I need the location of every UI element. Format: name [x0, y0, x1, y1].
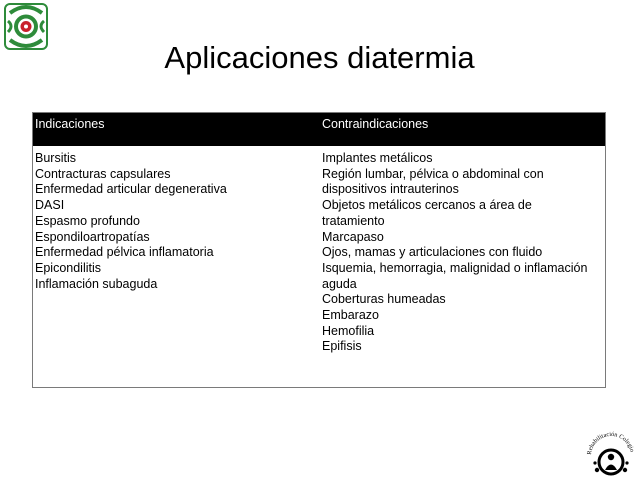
list-item: Epicondilitis — [35, 260, 102, 275]
list-item: Bursitis — [35, 151, 76, 165]
list-item: Contracturas capsulares — [35, 166, 171, 181]
list-item: tratamiento — [322, 213, 385, 228]
list-item: Enfermedad articular degenerativa — [35, 182, 227, 197]
list-item: DASI — [35, 198, 65, 213]
list-item: Ojos, mamas y articulaciones con fluido — [322, 245, 543, 260]
list-item: Implantes metálicos — [322, 151, 433, 165]
table-header — [33, 113, 605, 146]
list-item: dispositivos intrauterinos — [322, 182, 459, 197]
column-header-indicaciones: Indicaciones — [35, 117, 105, 131]
applications-table — [32, 112, 606, 388]
list-item: Epifisis — [322, 339, 362, 354]
rehabilitation-logo — [585, 426, 637, 478]
page-title: Aplicaciones diatermia — [164, 40, 475, 75]
list-item: Espasmo profundo — [35, 213, 140, 228]
list-item: aguda — [322, 276, 357, 291]
list-item: Espondiloartropatías — [35, 229, 150, 244]
svg-text:Rehabilitación Colegio: Rehabilitación Colegio — [585, 430, 636, 456]
list-item: Región lumbar, pélvica o abdominal con — [322, 166, 544, 181]
rehabilitation-logo-icon — [585, 426, 637, 478]
list-item: Enfermedad pélvica inflamatoria — [35, 245, 214, 260]
list-item: Objetos metálicos cercanos a área de — [322, 198, 532, 213]
list-item: Isquemia, hemorragia, malignidad o inflamación — [322, 260, 588, 275]
column-header-contraindicaciones: Contraindicaciones — [322, 117, 429, 131]
list-item: Marcapaso — [322, 229, 384, 244]
list-item: Embarazo — [322, 308, 379, 323]
list-item: Coberturas humeadas — [322, 292, 446, 307]
list-item: Hemofilia — [322, 323, 375, 338]
list-item: Inflamación subaguda — [35, 276, 158, 291]
contraindicaciones-list — [322, 151, 604, 355]
indicaciones-list — [35, 151, 315, 292]
